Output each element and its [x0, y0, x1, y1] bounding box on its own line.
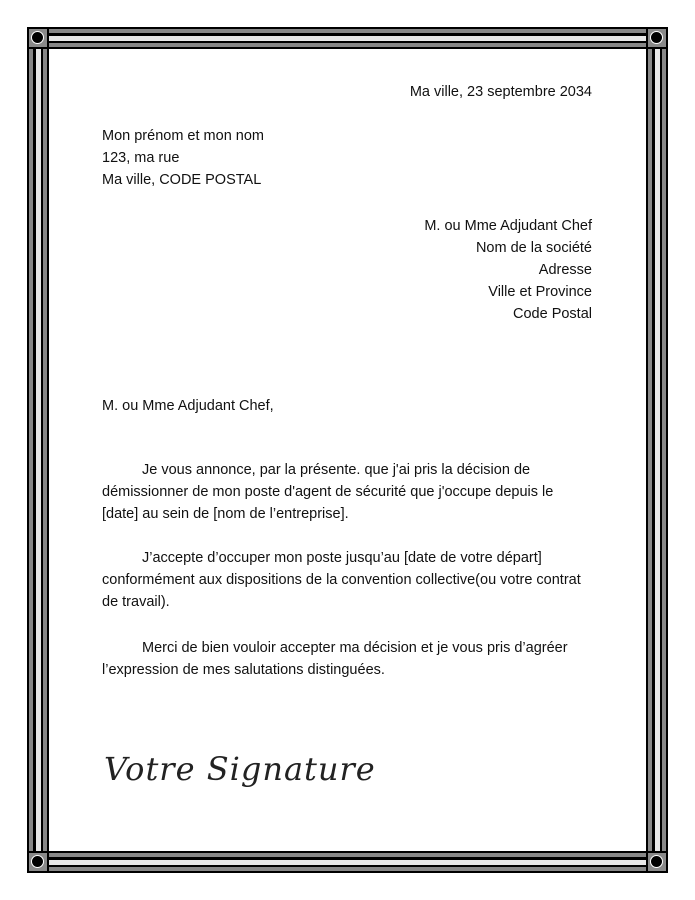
date-line: Ma ville, 23 septembre 2034 [409, 84, 592, 100]
paragraph-line: Je vous annonce, par la présente. que j'ai pris la décision de [142, 462, 531, 478]
paragraph-line: [date] au sein de [nom de l’entreprise]. [102, 506, 349, 522]
recipient-name: M. ou Mme Adjudant Chef [424, 218, 592, 234]
corner-ornament-icon [27, 27, 49, 49]
recipient-postal: Code Postal [513, 306, 592, 322]
border-right [646, 27, 668, 873]
paragraph-line: J’accepte d’occuper mon poste jusqu’au [date de votre départ] [142, 550, 542, 566]
recipient-company: Nom de la société [475, 240, 592, 256]
corner-ornament-icon [646, 27, 668, 49]
salutation: M. ou Mme Adjudant Chef, [102, 398, 274, 414]
border-left [27, 27, 49, 873]
sender-name: Mon prénom et mon nom [102, 128, 264, 144]
sender-city: Ma ville, CODE POSTAL [102, 172, 262, 188]
recipient-address: Adresse [538, 262, 592, 278]
paragraph-line: conformément aux dispositions de la convention collective(ou votre contrat [102, 572, 581, 588]
border-bottom [27, 851, 668, 873]
paragraph-line: l’expression de mes salutations distinguées. [102, 662, 385, 678]
paragraph-line: Merci de bien vouloir accepter ma décision et je vous pris d’agréer [142, 640, 568, 656]
recipient-city: Ville et Province [488, 284, 592, 300]
paragraph-line: de travail). [102, 594, 170, 610]
sender-street: 123, ma rue [102, 150, 180, 166]
border-top [27, 27, 668, 49]
paragraph-line: démissionner de mon poste d'agent de sécurité que j'occupe depuis le [102, 484, 554, 500]
corner-ornament-icon [27, 851, 49, 873]
corner-ornament-icon [646, 851, 668, 873]
signature: Votre Signature [104, 750, 376, 788]
